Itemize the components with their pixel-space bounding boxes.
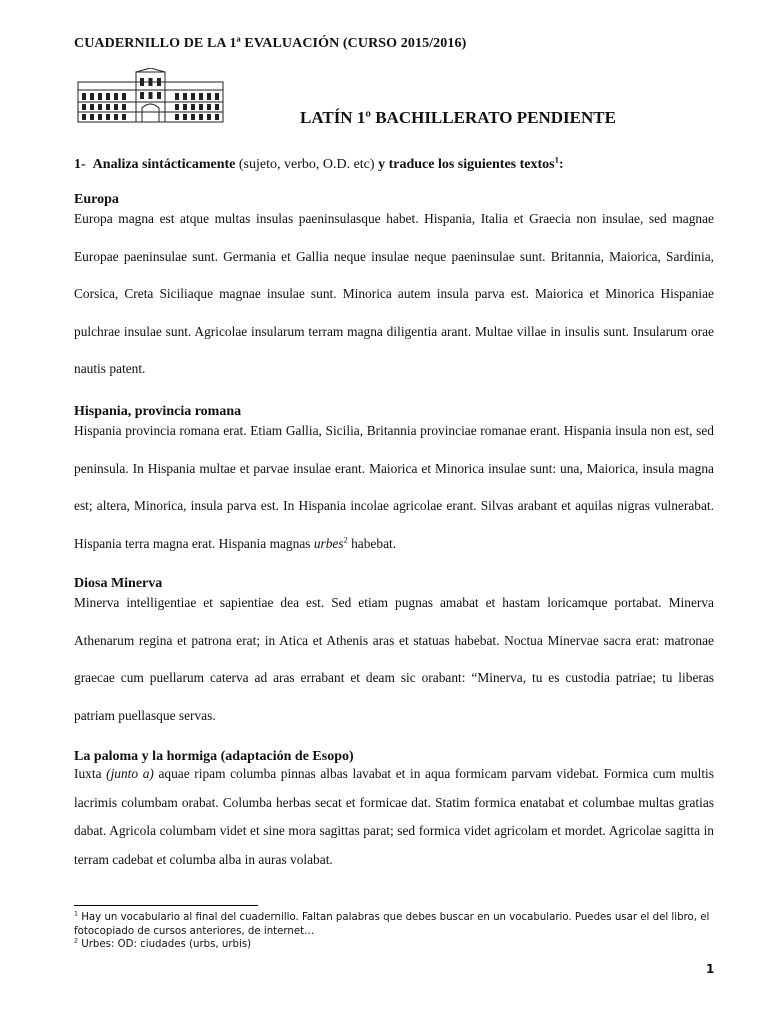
section-title: La paloma y la hormiga (adaptación de Esopo)	[74, 749, 354, 764]
footnote-separator	[74, 905, 258, 906]
section-hispania	[74, 404, 714, 562]
section-text: Minerva intelligentiae et sapientiae dea est. Sed etiam pugnas amabat et hastam loricamque portabat. Minerva Athenarum regina et patrona erat; in Atica et Athenis aras et statuas habebat. Noctua Minervae sacra erat: matronae graecae cum puellarum caterva ad aras errabant et deam sic orabant: “Minerva, tu es custodia patriae; tu liberas patriam puellasque servas.	[74, 595, 714, 723]
italic-gloss: (junto a)	[106, 766, 154, 781]
footnote-2: $^2$ Urbes: OD: ciudades (urbs, urbis)	[74, 937, 252, 950]
footnote-ref-2: 2	[343, 535, 348, 545]
footnote-ref-1: 1	[554, 154, 559, 165]
section-europa	[74, 192, 714, 388]
footnotes	[74, 911, 734, 952]
document-header: CUADERNILLO DE LA 1ª EVALUACIÓN (CURSO 2015/2016)	[74, 36, 467, 51]
section-title: Hispania, provincia romana	[74, 404, 242, 419]
footnote-1: $^1$ Hay un vocabulario al final del cuadernillo. Faltan palabras que debes buscar en un vocabulario. Puedes usar el del libro, el fotocopiado de cursos anteriores, de internet…	[74, 910, 710, 937]
section-paloma	[74, 749, 714, 874]
section-title: Europa	[74, 192, 119, 207]
instruction-number: 1-	[74, 157, 86, 172]
instruction-line	[74, 154, 564, 173]
section-minerva	[74, 576, 714, 734]
instruction-colon: :	[558, 157, 564, 172]
italic-word: urbes	[313, 535, 344, 551]
school-building-logo	[76, 68, 225, 124]
instruction-bold-start: Analiza sintácticamente	[92, 157, 236, 172]
section-text: Iuxta (junto a) aquae ripam columba pinnas albas lavabat et in aqua formicam parvam videbat. Formica cum multis lacrimis columbam orabat. Columba herbas secat et formicae dat. Statim formica enatabat et columbae multas gratias dabat. Agricola columbam videt et sine mora sagittas parat; sed formica videt agricolam et mordet. Agricolae sagitta in terram cadebat et columba alba in auras volabat.	[74, 766, 714, 867]
page-number: 1	[706, 962, 715, 976]
instruction-bold-end: y traduce los siguientes textos	[378, 157, 555, 172]
document-title: LATÍN 1º BACHILLERATO PENDIENTE	[300, 108, 616, 127]
section-text: Europa magna est atque multas insulas paeninsulasque habet. Hispania, Italia et Graecia non insulae, sed magnae Europae paeninsulae sunt. Germania et Gallia neque insulae neque paeninsulae sunt. Britannia, Maiorica, Sardinia, Corsica, Creta Siciliaque magnae insulae sunt. Minorica autem insula parva est. Maiorica et Minorica Hispaniae pulchrae insulae sunt. Agricolae insularum terram magna diligentia arant. Multae villae in insulis sunt. Insularum orae nautis patent.	[74, 211, 714, 376]
section-title: Diosa Minerva	[74, 576, 163, 591]
section-text: Hispania provincia romana erat. Etiam Gallia, Sicilia, Britannia provinciae romanae erant. Hispania insula non est, sed peninsula. In Hispania multae et parvae insulae erant. Maiorica et Minorica insulae sunt: una, Maiorica, insula magna est; altera, Minorica, insula parva est. In Hispania incolae agricolae erant. Silvas arabant et aquilas nigras vulnerabat. Hispania terra magna erat. Hispania magnas urbes$^2$ habebat.	[74, 423, 714, 551]
instruction-normal: (sujeto, verbo, O.D. etc)	[235, 157, 379, 172]
